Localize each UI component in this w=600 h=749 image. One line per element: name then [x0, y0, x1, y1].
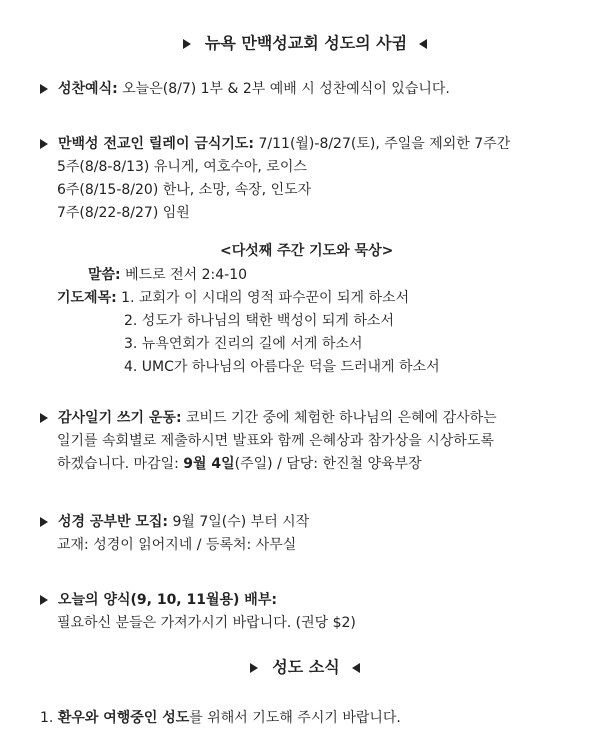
bible-class-text: 9월 7일(수) 부터 시작 — [172, 514, 310, 530]
triangle-right-icon — [183, 39, 191, 49]
news-heading-row — [0, 656, 600, 679]
bullet-triangle-icon — [40, 413, 48, 423]
choir-label: 성찬예식: — [58, 81, 118, 97]
bullet-triangle-icon — [40, 84, 48, 94]
liturgy-notice — [40, 589, 277, 611]
triangle-right-icon — [250, 663, 258, 673]
topic-2: 2. 성도가 하나님의 택한 백성이 되게 하소서 — [124, 313, 394, 329]
page-title-row — [0, 32, 600, 55]
news-item-1-number: 1. — [40, 710, 58, 726]
gratitude-text-1: 코비드 기간 중에 체험한 하나님의 은혜에 감사하는 — [186, 410, 497, 426]
relay-week-5: 5주(8/8-8/13) 유니게, 여호수아, 로이스 — [57, 159, 307, 175]
relay-text: 7/11(월)-8/27(토), 주일을 제외한 7주간 — [258, 136, 511, 152]
word-text: 베드로 전서 2:4-10 — [125, 267, 248, 283]
gratitude-text-2: 일기를 속회별로 제출하시면 발표와 함께 은혜상과 참가상을 시상하도록 — [57, 433, 494, 449]
topic-3: 3. 뉴욕연회가 진리의 길에 서게 하소서 — [124, 336, 363, 352]
topic-4: 4. UMC가 하나님의 아름다운 덕을 드러내게 하소서 — [124, 359, 440, 375]
relay-label: 만백성 전교인 릴레이 금식기도: — [58, 136, 255, 152]
news-heading: 성도 소식 — [272, 657, 340, 677]
news-item-1-subject: 환우와 여행중인 성도 — [57, 710, 190, 726]
gratitude-notice — [40, 407, 497, 429]
relay-notice — [40, 133, 510, 155]
liturgy-label: 오늘의 양식(9, 10, 11월용) 배부: — [58, 592, 277, 608]
gratitude-deadline-post: (주일) / 담당: 한진철 양육부장 — [234, 456, 422, 472]
bible-class-notice — [40, 511, 309, 533]
topic-1: 1. 교회가 이 시대의 영적 파수꾼이 되게 하소서 — [121, 290, 410, 306]
relay-week-7: 7주(8/22-8/27) 임원 — [57, 205, 190, 221]
choir-text: 오늘은(8/7) 1부 & 2부 예배 시 성찬예식이 있습니다. — [122, 81, 450, 97]
meditation-word — [88, 264, 247, 286]
bible-class-line-2: 교재: 성경이 읽어지네 / 등록처: 사무실 — [57, 537, 297, 553]
news-item-1-text: 를 위해서 기도해 주시기 바랍니다. — [189, 710, 401, 726]
news-item-1 — [40, 707, 401, 729]
triangle-left-icon — [419, 39, 427, 49]
gratitude-deadline-pre: 하겠습니다. 마감일: — [57, 456, 184, 472]
word-label: 말씀: — [88, 267, 121, 283]
bullet-triangle-icon — [40, 139, 48, 149]
gratitude-deadline-date: 9월 4일 — [183, 456, 235, 472]
relay-week-6: 6주(8/15-8/20) 한나, 소망, 속장, 인도자 — [57, 182, 312, 198]
choir-notice — [40, 78, 450, 100]
liturgy-text: 필요하신 분들은 가져가시기 바랍니다. (권당 $2) — [57, 615, 356, 631]
gratitude-label: 감사일기 쓰기 운동: — [58, 410, 182, 426]
gratitude-text-3 — [57, 453, 422, 475]
bible-class-label: 성경 공부반 모집: — [58, 514, 169, 530]
bullet-triangle-icon — [40, 595, 48, 605]
bullet-triangle-icon — [40, 517, 48, 527]
meditation-heading: <다섯째 주간 기도와 묵상> — [220, 243, 394, 259]
page-title: 뉴욕 만백성교회 성도의 사귐 — [204, 33, 408, 53]
topic-row-1 — [57, 287, 409, 309]
topic-label: 기도제목: — [57, 290, 117, 306]
triangle-left-icon — [352, 663, 360, 673]
